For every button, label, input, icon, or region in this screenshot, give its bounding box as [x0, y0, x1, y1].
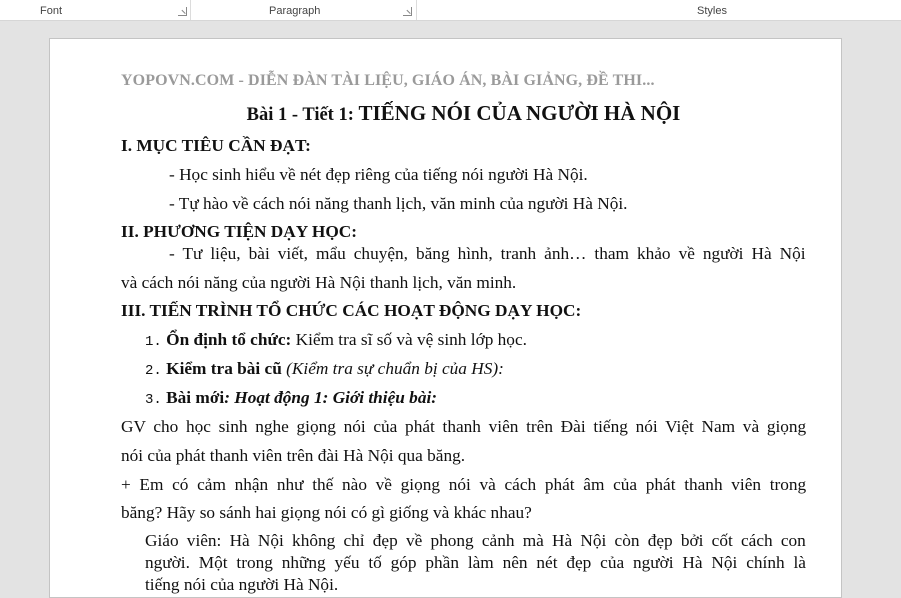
- step-bold: Kiểm tra bài cũ: [166, 359, 282, 378]
- paragraph2-line2: băng? Hãy so sánh hai giọng nói có gì giống và khác nhau?: [121, 503, 532, 522]
- paragraph1-line2: nói của phát thanh viên trên đài Hà Nội qua băng.: [121, 446, 466, 465]
- ribbon-group-paragraph: [191, 0, 417, 20]
- document-page[interactable]: [49, 38, 842, 598]
- step-item: [145, 325, 527, 357]
- section2-text-line2: và cách nói năng của người Hà Nội thanh lịch, văn minh.: [121, 273, 517, 292]
- lesson-title-prefix: Bài 1 - Tiết 1:: [246, 105, 359, 125]
- paragraph3-line3: tiếng nói của người Hà Nội.: [145, 575, 339, 594]
- paragraph3-line1: Giáo viên: Hà Nội không chỉ đẹp về phong cảnh mà Hà Nội còn đẹp bởi cốt cách con: [145, 531, 806, 550]
- section3-heading: III. TIẾN TRÌNH TỔ CHỨC CÁC HOẠT ĐỘNG DẠY HỌC:: [121, 301, 582, 320]
- ribbon-group-paragraph-label: Paragraph: [269, 5, 321, 17]
- paragraph3-line2: người. Một trong những yếu tố góp phần làm nên nét đẹp của người Hà Nội chính là: [145, 553, 806, 572]
- ribbon-group-styles: [417, 0, 901, 20]
- ribbon: [0, 0, 901, 21]
- lesson-title-main: TIẾNG NÓI CỦA NGƯỜI HÀ NỘI: [358, 101, 681, 125]
- section2-text-line1: - Tư liệu, bài viết, mẩu chuyện, băng hình, tranh ảnh… tham khảo về người Hà Nội: [169, 244, 806, 263]
- section1-item: - Học sinh hiểu về nét đẹp riêng của tiếng nói người Hà Nội.: [169, 165, 588, 184]
- lesson-title: [121, 99, 806, 130]
- step-text: : Hoạt động 1: Giới thiệu bài:: [224, 388, 438, 407]
- section1-heading: I. MỤC TIÊU CẦN ĐẠT:: [121, 136, 311, 155]
- font-dialog-launcher-icon[interactable]: [178, 7, 187, 16]
- section2-heading: II. PHƯƠNG TIỆN DẠY HỌC:: [121, 222, 358, 241]
- watermark-header: YOPOVN.COM - DIỄN ĐÀN TÀI LIỆU, GIÁO ÁN, BÀI GIẢNG, ĐỀ THI...: [121, 72, 655, 89]
- paragraph-dialog-launcher-icon[interactable]: [403, 7, 412, 16]
- ribbon-group-font-label: Font: [40, 5, 63, 17]
- step-item: [145, 354, 504, 386]
- step-number: 2.: [145, 363, 162, 379]
- step-text: Kiểm tra sĩ số và vệ sinh lớp học.: [291, 330, 527, 349]
- step-bold: Bài mới: [166, 388, 225, 407]
- step-number: 3.: [145, 392, 162, 408]
- step-bold: Ổn định tổ chức:: [166, 330, 292, 349]
- step-item: [145, 383, 437, 415]
- paragraph1-line1: GV cho học sinh nghe giọng nói của phát thanh viên trên Đài tiếng nói Việt Nam và giọng: [121, 417, 807, 436]
- section1-item: - Tự hào về cách nói năng thanh lịch, văn minh của người Hà Nội.: [169, 194, 628, 213]
- step-number: 1.: [145, 334, 162, 350]
- paragraph2-line1: + Em có cảm nhận như thế nào về giọng nói và cách phát âm của phát thanh viên trong: [121, 475, 807, 494]
- ribbon-group-styles-label: Styles: [697, 5, 727, 17]
- ribbon-group-font: [0, 0, 191, 20]
- step-text: (Kiểm tra sự chuẩn bị của HS):: [281, 359, 504, 378]
